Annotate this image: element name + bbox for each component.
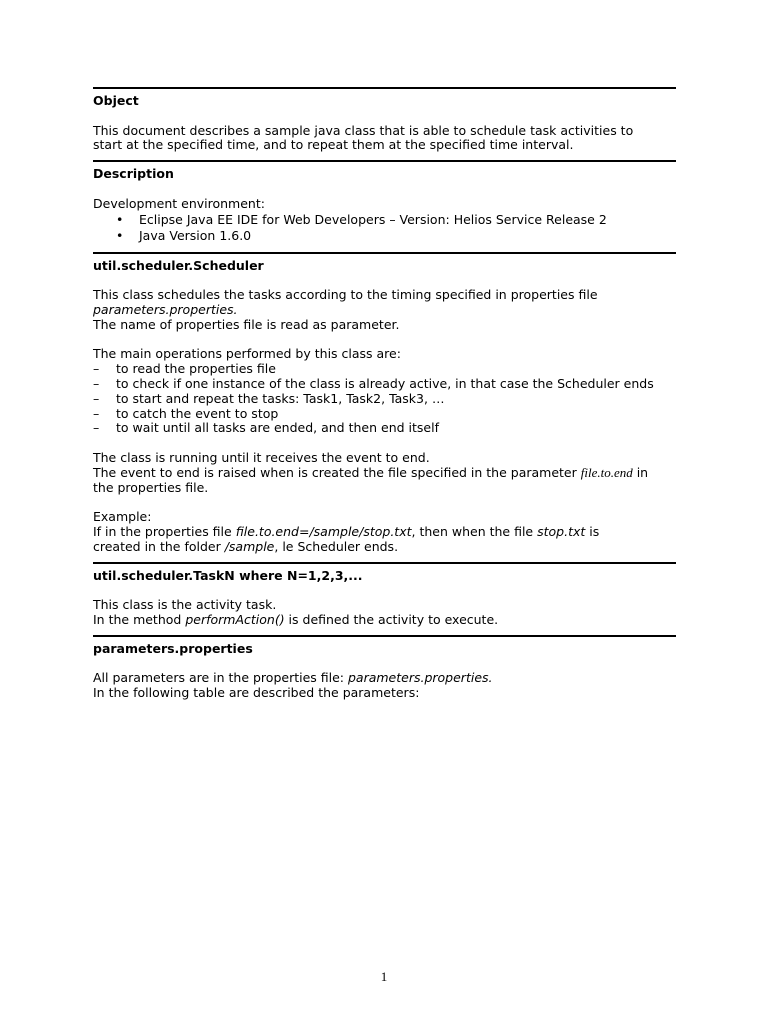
list-item-text: to catch the event to stop (116, 405, 279, 421)
list-item (93, 407, 676, 422)
section-heading-description: Description (93, 166, 174, 182)
list-item-text: to read the properties file (116, 361, 276, 377)
bullet-icon: • (116, 228, 124, 244)
example-text: , le Scheduler ends. (274, 538, 399, 554)
list-item (93, 392, 676, 407)
running-text: The event to end is raised when is created the file specified in the parameter (93, 464, 581, 480)
parameters-line (93, 671, 676, 686)
scheduler-intro-line: The name of properties file is read as parameter. (93, 316, 400, 332)
example-line (93, 525, 676, 540)
example-setting: file.to.end=/sample/stop.txt (235, 523, 412, 539)
parameters-line: In the following table are described the parameters: (93, 685, 420, 701)
section-divider (93, 160, 676, 162)
section-heading-task: util.scheduler.TaskN where N=1,2,3,... (93, 567, 363, 583)
object-text-line: start at the specified time, and to repeat them at the specified time interval. (93, 137, 574, 153)
environment-label: Development environment: (93, 195, 265, 211)
list-item-text: to check if one instance of the class is already active, in that case the Scheduler ends (116, 375, 654, 391)
running-line: the properties file. (93, 479, 209, 495)
scheduler-intro-line: This class schedules the tasks according to the timing specified in properties file (93, 287, 598, 303)
section-divider (93, 635, 676, 637)
section-heading-scheduler: util.scheduler.Scheduler (93, 257, 264, 273)
list-item-text: Java Version 1.6.0 (139, 228, 252, 244)
parameter-name: file.to.end (580, 464, 633, 480)
dash-icon: – (93, 361, 100, 377)
object-text-line: This document describes a sample java class that is able to schedule task activities to (93, 122, 634, 138)
running-line (93, 466, 676, 481)
page-number: 1 (380, 969, 388, 984)
example-folder: /sample (224, 538, 275, 554)
running-line: The class is running until it receives the event to end. (93, 449, 430, 465)
task-line: This class is the activity task. (93, 597, 277, 613)
parameters-file: parameters.properties. (347, 670, 493, 686)
list-item-text: to wait until all tasks are ended, and then end itself (116, 420, 439, 436)
example-text: If in the properties file (93, 523, 236, 539)
dash-icon: – (93, 420, 100, 436)
example-text: is (585, 523, 600, 539)
list-item (93, 377, 676, 392)
document-page (93, 87, 676, 701)
example-line (93, 540, 676, 555)
dash-icon: – (93, 375, 100, 391)
section-divider (93, 252, 676, 254)
list-item (93, 362, 676, 377)
operations-label: The main operations performed by this class are: (93, 346, 401, 362)
running-text: in (632, 464, 649, 480)
scheduler-intro-file: parameters.properties. (93, 301, 238, 317)
dash-icon: – (93, 390, 100, 406)
task-line (93, 613, 676, 628)
list-item (93, 212, 676, 229)
list-item (93, 421, 676, 436)
example-text: , then when the file (411, 523, 538, 539)
environment-list (93, 212, 676, 245)
example-text: created in the folder (93, 538, 225, 554)
example-label: Example: (93, 509, 152, 525)
list-item-text: Eclipse Java EE IDE for Web Developers – Version: Helios Service Release 2 (139, 211, 607, 227)
task-text: is defined the activity to execute. (284, 611, 499, 627)
section-heading-parameters: parameters.properties (93, 640, 253, 656)
section-divider (93, 87, 676, 89)
list-item-text: to start and repeat the tasks: Task1, Task2, Task3, … (116, 390, 445, 406)
parameters-text: All parameters are in the properties file: (93, 670, 348, 686)
bullet-icon: • (116, 211, 124, 227)
method-name: performAction() (185, 611, 285, 627)
dash-icon: – (93, 405, 100, 421)
example-file: stop.txt (537, 523, 586, 539)
section-heading-object: Object (93, 93, 139, 108)
list-item (93, 228, 676, 245)
task-text: In the method (93, 611, 186, 627)
operations-list (93, 362, 676, 436)
section-divider (93, 562, 676, 564)
